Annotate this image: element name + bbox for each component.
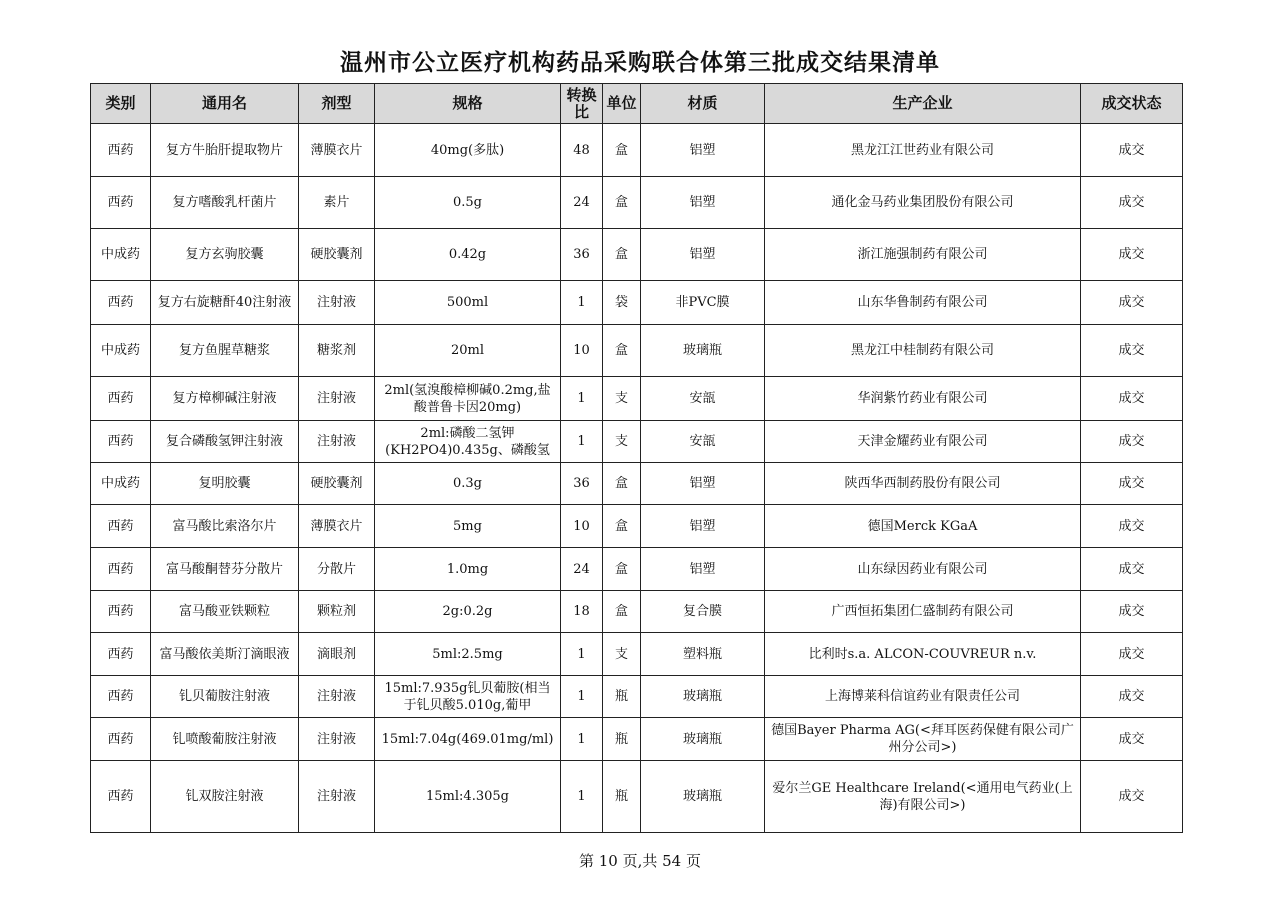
cell-form: 注射液 <box>299 718 375 761</box>
cell-status: 成交 <box>1081 421 1183 463</box>
cell-form: 分散片 <box>299 548 375 591</box>
cell-manufacturer: 德国Bayer Pharma AG(<拜耳医药保健有限公司广州分公司>) <box>765 718 1081 761</box>
cell-form: 硬胶囊剂 <box>299 229 375 281</box>
header-unit: 单位 <box>603 84 641 124</box>
cell-ratio: 1 <box>561 421 603 463</box>
cell-category: 西药 <box>91 505 151 548</box>
cell-spec: 1.0mg <box>375 548 561 591</box>
cell-status: 成交 <box>1081 761 1183 833</box>
cell-material: 安瓿 <box>641 421 765 463</box>
table-body <box>91 124 1183 833</box>
cell-material: 玻璃瓶 <box>641 325 765 377</box>
cell-category: 西药 <box>91 761 151 833</box>
cell-name: 复明胶囊 <box>151 463 299 505</box>
cell-status: 成交 <box>1081 633 1183 676</box>
cell-name: 复方玄驹胶囊 <box>151 229 299 281</box>
table-row <box>91 761 1183 833</box>
header-category: 类别 <box>91 84 151 124</box>
cell-unit: 支 <box>603 377 641 421</box>
cell-manufacturer: 比利时s.a. ALCON-COUVREUR n.v. <box>765 633 1081 676</box>
cell-material: 安瓿 <box>641 377 765 421</box>
cell-spec: 0.5g <box>375 177 561 229</box>
cell-ratio: 36 <box>561 229 603 281</box>
cell-manufacturer: 广西恒拓集团仁盛制药有限公司 <box>765 591 1081 633</box>
cell-form: 滴眼剂 <box>299 633 375 676</box>
header-form: 剂型 <box>299 84 375 124</box>
cell-ratio: 1 <box>561 676 603 718</box>
table-row <box>91 229 1183 281</box>
cell-form: 薄膜衣片 <box>299 124 375 177</box>
cell-category: 西药 <box>91 124 151 177</box>
cell-form: 薄膜衣片 <box>299 505 375 548</box>
cell-status: 成交 <box>1081 229 1183 281</box>
cell-manufacturer: 山东绿因药业有限公司 <box>765 548 1081 591</box>
cell-ratio: 1 <box>561 377 603 421</box>
cell-name: 钆双胺注射液 <box>151 761 299 833</box>
cell-category: 中成药 <box>91 463 151 505</box>
cell-manufacturer: 爱尔兰GE Healthcare Ireland(<通用电气药业(上海)有限公司>) <box>765 761 1081 833</box>
cell-spec: 2g:0.2g <box>375 591 561 633</box>
cell-name: 富马酸比索洛尔片 <box>151 505 299 548</box>
cell-ratio: 10 <box>561 325 603 377</box>
cell-form: 素片 <box>299 177 375 229</box>
cell-status: 成交 <box>1081 325 1183 377</box>
cell-manufacturer: 山东华鲁制药有限公司 <box>765 281 1081 325</box>
cell-status: 成交 <box>1081 177 1183 229</box>
cell-ratio: 18 <box>561 591 603 633</box>
cell-form: 注射液 <box>299 421 375 463</box>
cell-form: 硬胶囊剂 <box>299 463 375 505</box>
cell-spec: 2ml:磷酸二氢钾(KH2PO4)0.435g、磷酸氢 <box>375 421 561 463</box>
cell-ratio: 36 <box>561 463 603 505</box>
cell-ratio: 24 <box>561 177 603 229</box>
cell-unit: 盒 <box>603 177 641 229</box>
cell-manufacturer: 天津金耀药业有限公司 <box>765 421 1081 463</box>
cell-unit: 支 <box>603 633 641 676</box>
cell-name: 复方鱼腥草糖浆 <box>151 325 299 377</box>
cell-manufacturer: 通化金马药业集团股份有限公司 <box>765 177 1081 229</box>
cell-material: 铝塑 <box>641 548 765 591</box>
table-row <box>91 591 1183 633</box>
cell-category: 中成药 <box>91 229 151 281</box>
cell-spec: 15ml:7.04g(469.01mg/ml) <box>375 718 561 761</box>
cell-form: 注射液 <box>299 761 375 833</box>
cell-name: 富马酸依美斯汀滴眼液 <box>151 633 299 676</box>
cell-unit: 瓶 <box>603 676 641 718</box>
cell-material: 铝塑 <box>641 229 765 281</box>
cell-status: 成交 <box>1081 124 1183 177</box>
cell-material: 塑料瓶 <box>641 633 765 676</box>
cell-category: 西药 <box>91 633 151 676</box>
table-header-row <box>91 84 1183 124</box>
cell-unit: 盒 <box>603 325 641 377</box>
cell-category: 西药 <box>91 421 151 463</box>
cell-status: 成交 <box>1081 463 1183 505</box>
cell-spec: 5ml:2.5mg <box>375 633 561 676</box>
table-row <box>91 505 1183 548</box>
header-material: 材质 <box>641 84 765 124</box>
cell-ratio: 1 <box>561 718 603 761</box>
cell-category: 西药 <box>91 177 151 229</box>
table-row <box>91 718 1183 761</box>
cell-ratio: 1 <box>561 633 603 676</box>
cell-material: 玻璃瓶 <box>641 761 765 833</box>
cell-unit: 盒 <box>603 124 641 177</box>
results-table <box>90 83 1183 833</box>
cell-status: 成交 <box>1081 377 1183 421</box>
cell-status: 成交 <box>1081 676 1183 718</box>
cell-name: 复方右旋糖酐40注射液 <box>151 281 299 325</box>
cell-material: 玻璃瓶 <box>641 718 765 761</box>
cell-spec: 15ml:4.305g <box>375 761 561 833</box>
cell-manufacturer: 陕西华西制药股份有限公司 <box>765 463 1081 505</box>
cell-form: 糖浆剂 <box>299 325 375 377</box>
page-footer: 第 10 页,共 54 页 <box>578 852 701 870</box>
cell-spec: 500ml <box>375 281 561 325</box>
cell-form: 注射液 <box>299 377 375 421</box>
cell-unit: 瓶 <box>603 718 641 761</box>
cell-category: 西药 <box>91 377 151 421</box>
cell-spec: 15ml:7.935g钆贝葡胺(相当于钆贝酸5.010g,葡甲 <box>375 676 561 718</box>
cell-name: 富马酸亚铁颗粒 <box>151 591 299 633</box>
cell-unit: 支 <box>603 421 641 463</box>
table-row <box>91 281 1183 325</box>
cell-spec: 5mg <box>375 505 561 548</box>
header-name: 通用名 <box>151 84 299 124</box>
table-row <box>91 325 1183 377</box>
header-spec: 规格 <box>375 84 561 124</box>
cell-category: 西药 <box>91 591 151 633</box>
cell-material: 铝塑 <box>641 124 765 177</box>
cell-unit: 盒 <box>603 505 641 548</box>
cell-manufacturer: 上海博莱科信谊药业有限责任公司 <box>765 676 1081 718</box>
cell-category: 西药 <box>91 281 151 325</box>
cell-status: 成交 <box>1081 591 1183 633</box>
cell-manufacturer: 黑龙江中桂制药有限公司 <box>765 325 1081 377</box>
table-row <box>91 421 1183 463</box>
page-title: 温州市公立医疗机构药品采购联合体第三批成交结果清单 <box>340 49 940 76</box>
header-status: 成交状态 <box>1081 84 1183 124</box>
cell-category: 西药 <box>91 548 151 591</box>
cell-ratio: 1 <box>561 281 603 325</box>
header-manufacturer: 生产企业 <box>765 84 1081 124</box>
cell-unit: 盒 <box>603 463 641 505</box>
cell-unit: 盒 <box>603 548 641 591</box>
cell-ratio: 24 <box>561 548 603 591</box>
cell-material: 复合膜 <box>641 591 765 633</box>
cell-spec: 40mg(多肽) <box>375 124 561 177</box>
cell-category: 中成药 <box>91 325 151 377</box>
cell-form: 注射液 <box>299 281 375 325</box>
cell-name: 复方樟柳碱注射液 <box>151 377 299 421</box>
cell-spec: 0.3g <box>375 463 561 505</box>
cell-material: 玻璃瓶 <box>641 676 765 718</box>
cell-name: 富马酸酮替芬分散片 <box>151 548 299 591</box>
table-row <box>91 377 1183 421</box>
cell-ratio: 1 <box>561 761 603 833</box>
header-ratio: 转换比 <box>561 84 603 124</box>
cell-material: 铝塑 <box>641 505 765 548</box>
cell-ratio: 48 <box>561 124 603 177</box>
cell-name: 钆贝葡胺注射液 <box>151 676 299 718</box>
cell-category: 西药 <box>91 718 151 761</box>
cell-manufacturer: 华润紫竹药业有限公司 <box>765 377 1081 421</box>
cell-form: 颗粒剂 <box>299 591 375 633</box>
cell-material: 铝塑 <box>641 463 765 505</box>
cell-name: 复方牛胎肝提取物片 <box>151 124 299 177</box>
table-row <box>91 633 1183 676</box>
cell-status: 成交 <box>1081 548 1183 591</box>
table-row <box>91 548 1183 591</box>
cell-spec: 20ml <box>375 325 561 377</box>
cell-manufacturer: 德国Merck KGaA <box>765 505 1081 548</box>
cell-status: 成交 <box>1081 718 1183 761</box>
cell-name: 复方嗜酸乳杆菌片 <box>151 177 299 229</box>
cell-ratio: 10 <box>561 505 603 548</box>
cell-unit: 袋 <box>603 281 641 325</box>
cell-material: 非PVC膜 <box>641 281 765 325</box>
cell-unit: 盒 <box>603 591 641 633</box>
cell-status: 成交 <box>1081 281 1183 325</box>
table-row <box>91 676 1183 718</box>
table-row <box>91 124 1183 177</box>
cell-form: 注射液 <box>299 676 375 718</box>
cell-material: 铝塑 <box>641 177 765 229</box>
cell-name: 钆喷酸葡胺注射液 <box>151 718 299 761</box>
table-row <box>91 463 1183 505</box>
cell-spec: 0.42g <box>375 229 561 281</box>
cell-unit: 瓶 <box>603 761 641 833</box>
cell-name: 复合磷酸氢钾注射液 <box>151 421 299 463</box>
cell-status: 成交 <box>1081 505 1183 548</box>
table-row <box>91 177 1183 229</box>
cell-manufacturer: 黑龙江江世药业有限公司 <box>765 124 1081 177</box>
cell-spec: 2ml(氢溴酸樟柳碱0.2mg,盐酸普鲁卡因20mg) <box>375 377 561 421</box>
cell-category: 西药 <box>91 676 151 718</box>
cell-unit: 盒 <box>603 229 641 281</box>
cell-manufacturer: 浙江施强制药有限公司 <box>765 229 1081 281</box>
